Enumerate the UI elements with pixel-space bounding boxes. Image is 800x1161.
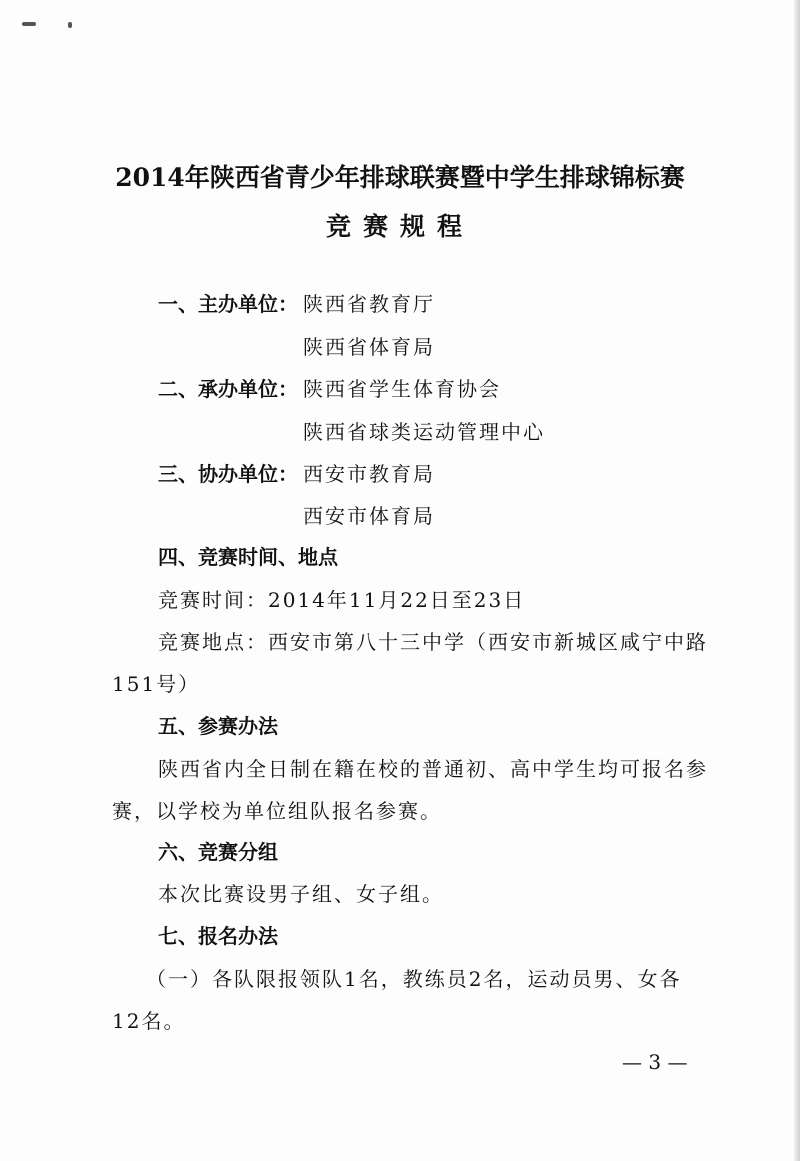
organizer-1: 陕西省教育厅 [303,292,435,316]
host-2: 陕西省球类运动管理中心 [303,420,545,444]
section-heading-registration: 七、报名办法 [158,924,278,948]
entry-text-line1: 陕西省内全日制在籍在校的普通初、高中学生均可报名参 [158,757,708,781]
section-heading-time-place: 四、竞赛时间、地点 [158,545,338,569]
section-heading-entry: 五、参赛办法 [158,714,278,738]
page-number: — 3 — [622,1050,688,1074]
section-heading-hosts: 二、承办单位： [158,377,298,401]
document-title: 2014年陕西省青少年排球联赛暨中学生排球锦标赛 [115,163,685,192]
co-organizer-2: 西安市体育局 [303,504,435,528]
document-subtitle: 竞赛规程 [325,212,474,241]
competition-place-line2: 151号） [112,672,201,696]
entry-text-line2: 赛，以学校为单位组队报名参赛。 [112,799,442,823]
section-heading-groups: 六、竞赛分组 [158,840,278,864]
competition-time: 竞赛时间：2014年11月22日至23日 [158,588,526,612]
section-heading-co-organizers: 三、协办单位： [158,462,298,486]
organizer-2: 陕西省体育局 [303,335,435,359]
scan-mark [22,22,36,26]
competition-place-line1: 竞赛地点：西安市第八十三中学（西安市新城区咸宁中路 [158,630,708,654]
registration-item1-line2: 12名。 [112,1009,186,1033]
scan-mark [68,22,72,28]
host-1: 陕西省学生体育协会 [303,377,501,401]
co-organizer-1: 西安市教育局 [303,462,435,486]
groups-text: 本次比赛设男子组、女子组。 [158,882,444,906]
registration-item1-line1: （一）各队限报领队1名，教练员2名，运动员男、女各 [146,967,682,991]
section-heading-organizers: 一、主办单位： [158,292,298,316]
